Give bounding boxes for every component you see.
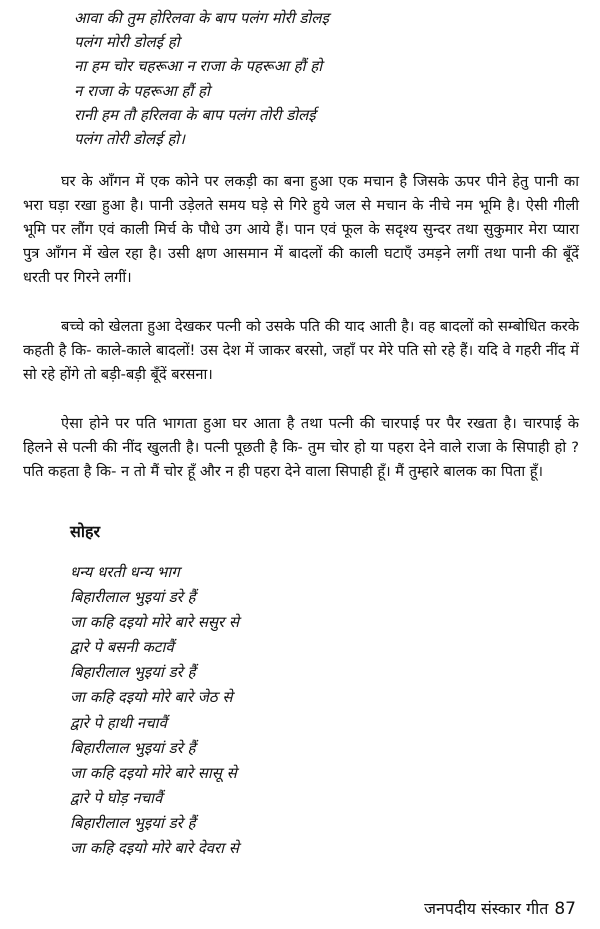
verse-line: जा कहि दइयो मोरे बारे देवरा से — [70, 839, 239, 858]
verse-line: बिहारीलाल भुइयां डरे हैं — [70, 663, 196, 682]
verse-line: जा कहि दइयो मोरे बारे जेठ से — [70, 688, 233, 707]
section-heading: सोहर — [70, 522, 101, 541]
verse-line: द्वारे पे हाथी नचावैं — [70, 713, 167, 732]
book-title: जनपदीय संस्कार गीत — [424, 899, 549, 918]
page-footer — [424, 897, 576, 919]
verse-line: पलंग मोरी डोलई हो — [74, 33, 180, 52]
verse-top — [74, 6, 329, 151]
verse-line: द्वारे पे घोड़ नचावैं — [70, 788, 163, 807]
paragraph-1: घर के आँगन में एक कोने पर लकड़ी का बना हुआ एक मचान है जिसके ऊपर पीने हेतु पानी का भरा घड़ा रखा हुआ है। पानी उड़ेलते समय घड़े से गिरे हुये जल से मचान के नीचे नम भूमि है। ऐसी गीली भूमि पर लौंग एवं काली मिर्च के पौधे उग आये हैं। पान एवं फूल के सदृश्य सुन्दर तथा सुकुमार मेरा प्यारा पुत्र आँगन में खेल रहा है। उसी क्षण आसमान में बादलों की काली घटाएँ उमड़ने लगीं तथा पानी की बूँदें धरती पर गिरने लगीं। — [23, 173, 579, 286]
page-number: 87 — [554, 899, 576, 919]
verse-line: बिहारीलाल भुइयां डरे हैं — [70, 813, 196, 832]
verse-line: पलंग तोरी डोलई हो। — [74, 130, 185, 149]
verse-line: आवा की तुम होरिलवा के बाप पलंग मोरी डोलइ — [74, 9, 329, 27]
verse-line: न राजा के पहरूआ हौं हो — [74, 81, 210, 100]
verse-line: जा कहि दइयो मोरे बारे ससुर से — [70, 613, 240, 632]
verse-line: द्वारे पे बसनी कटावैं — [70, 638, 174, 657]
verse-line: धन्य धरती धन्य भाग — [70, 563, 180, 581]
paragraph-2: बच्चे को खेलता हुआ देखकर पत्नी को उसके पति की याद आती है। वह बादलों को सम्बोधित करके कहती है कि- काले-काले बादलों! उस देश में जाकर बरसो, जहाँ पर मेरे पति सो रहे हैं। यदि वे गहरी नींद में सो रहे होंगे तो बड़ी-बड़ी बूँदें बरसना। — [23, 318, 579, 383]
verse-sohar — [70, 560, 239, 861]
verse-line: ना हम चोर चहरूआ न राजा के पहरूआ हौं हो — [74, 57, 323, 76]
verse-line: रानी हम तौ हरिलवा के बाप पलंग तोरी डोलई — [74, 105, 316, 124]
verse-line: बिहारीलाल भुइयां डरे हैं — [70, 738, 196, 757]
verse-line: जा कहि दइयो मोरे बारे सासू से — [70, 763, 237, 782]
paragraph-3: ऐसा होने पर पति भागता हुआ घर आता है तथा पत्नी की चारपाई पर पैर रखता है। चारपाई के हिलने से पत्नी की नींद खुलती है। पत्नी पूछती है कि- तुम चोर हो या पहरा देने वाले राजा के सिपाही हो ? पति कहता है कि- न तो मैं चोर हूँ और न ही पहरा देने वाला सिपाही हूँ। मैं तुम्हारे बालक का पिता हूँ। — [23, 415, 579, 480]
verse-line: बिहारीलाल भुइयां डरे हैं — [70, 588, 196, 607]
